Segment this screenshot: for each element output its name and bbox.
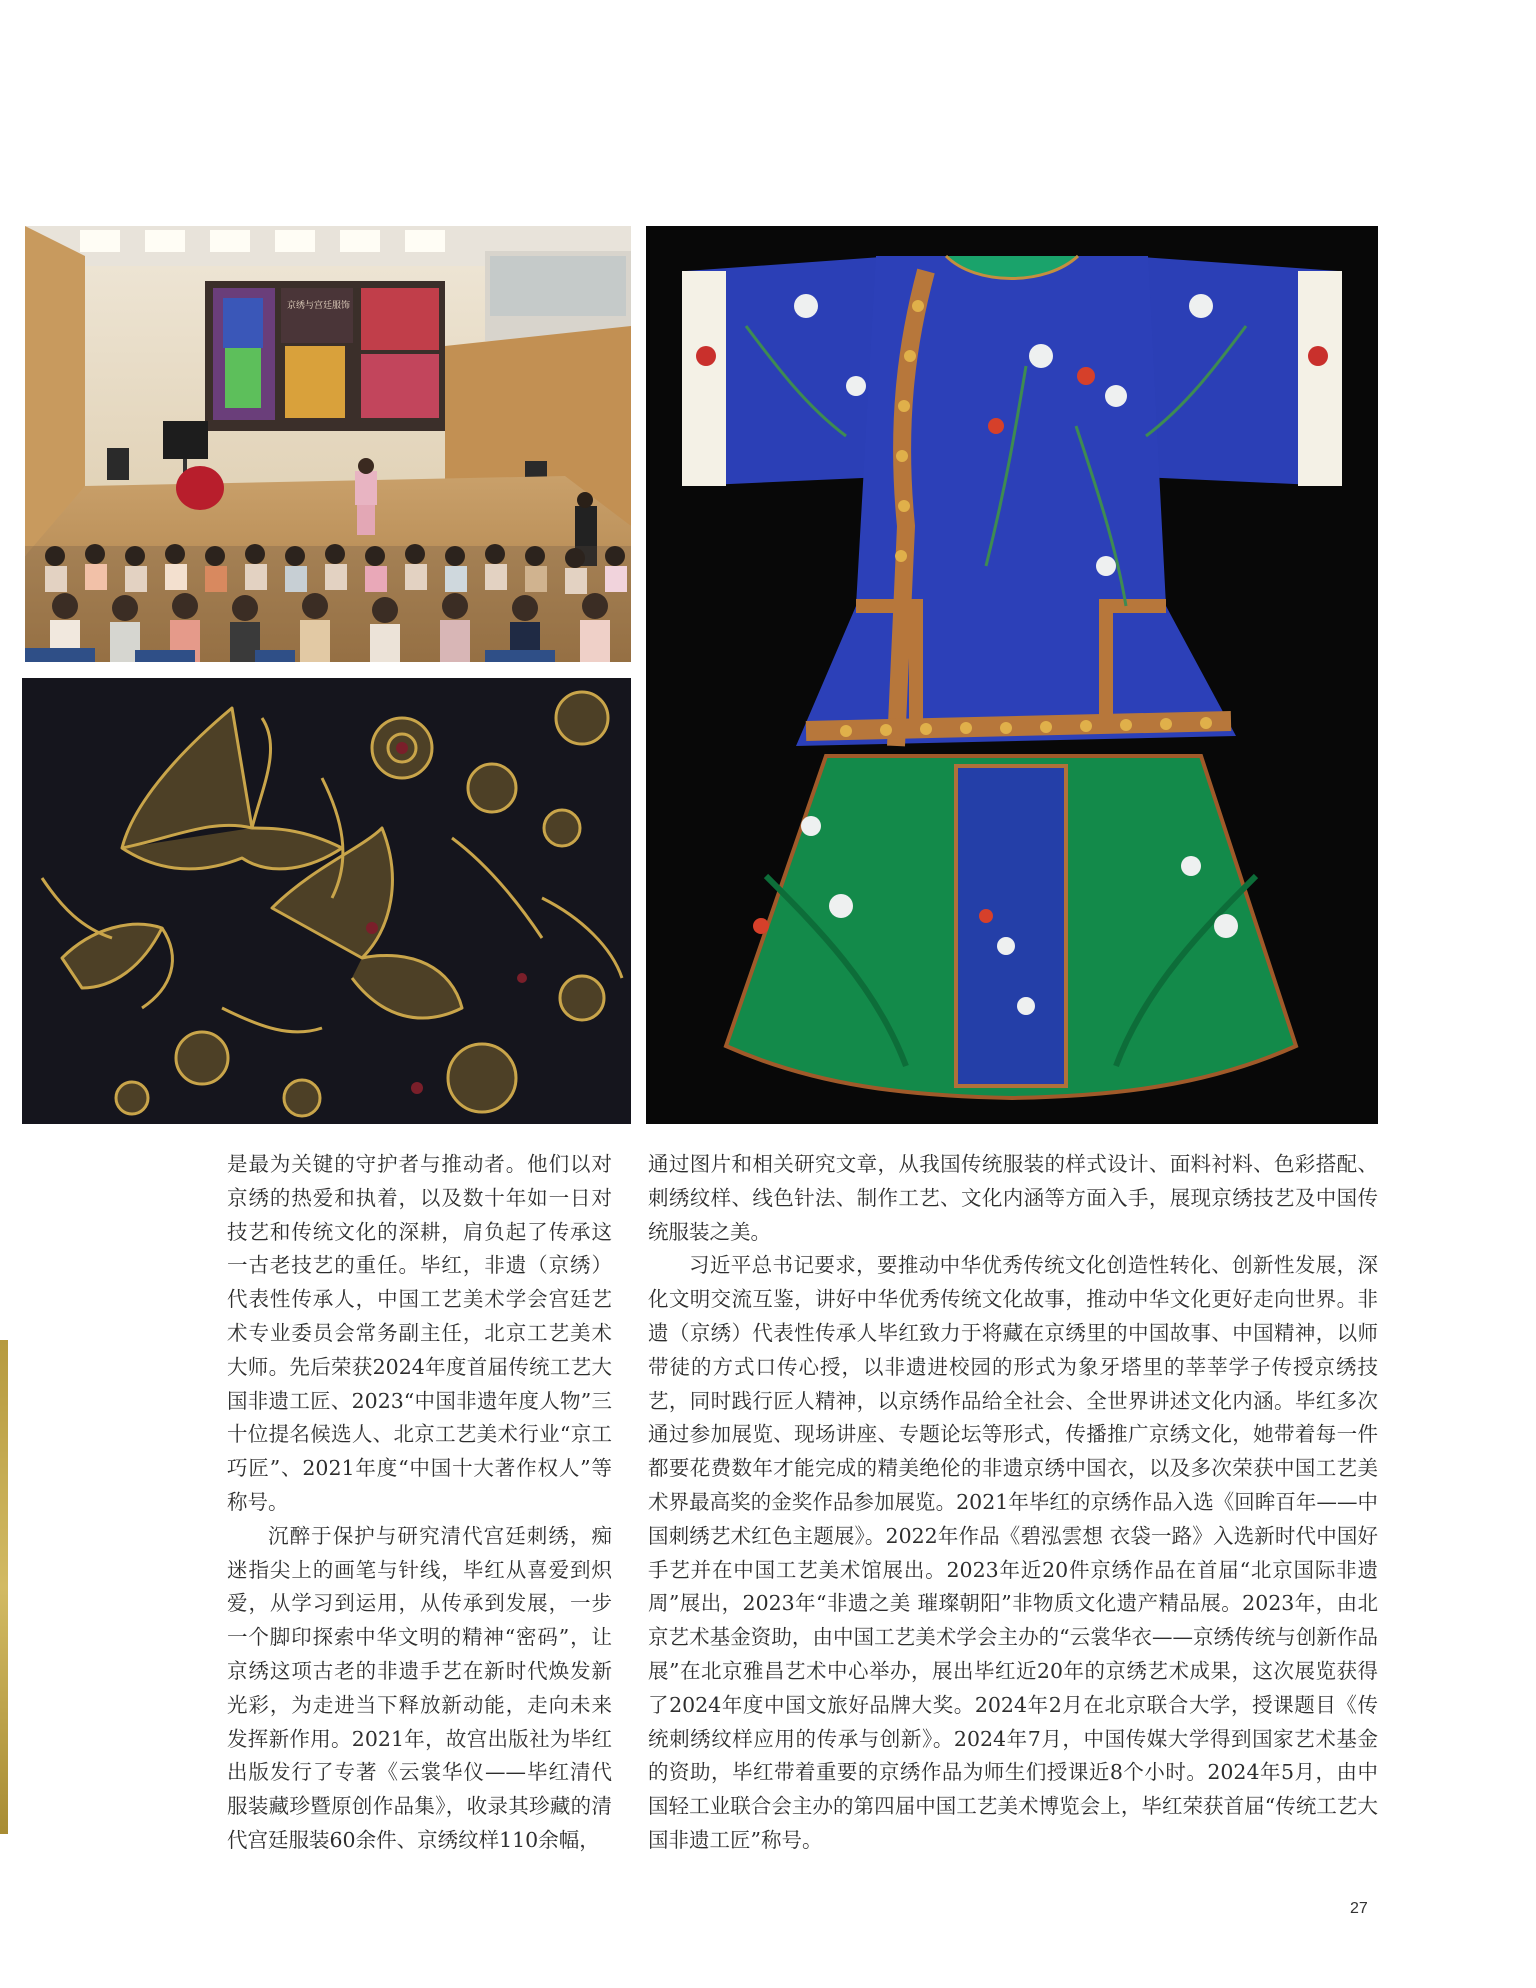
article-paragraph: 沉醉于保护与研究清代宫廷刺绣，痴迷指尖上的画笔与针线，毕红从喜爱到炽爱，从学习到运用，从传承到发展，一步一个脚印探索中华文明的精神“密码”，让京绣这项古老的非遗手艺在新时代焕发新光彩，为走进当下释放新动能，走向未来发挥新作用。2021年，故宫出版社为毕红出版发行了专著《云裳华仪——毕红清代服装藏珍暨原创作品集》，收录其珍藏的清代宫廷服装60余件、京绣纹样110余幅， <box>227 1523 612 1852</box>
slide-title: 京绣与宫廷服饰 <box>287 301 351 311</box>
jingxiu-robe-image <box>646 226 1378 1124</box>
gold-butterfly-embroidery-photo <box>22 678 631 1124</box>
jingxiu-robe-photo <box>646 226 1378 1124</box>
lecture-hall-photo <box>25 226 631 662</box>
article-right-column <box>648 1148 1378 1858</box>
page-number: 27 <box>1350 1900 1368 1917</box>
gold-butterfly-embroidery-image <box>22 678 631 1124</box>
article-paragraph: 习近平总书记要求，要推动中华优秀传统文化创造性转化、创新性发展，深化文明交流互鉴，讲好中华优秀传统文化故事，推动中华文化更好走向世界。非遗（京绣）代表性传承人毕红致力于将藏在京绣里的中国故事、中国精神，以师带徒的方式口传心授，以非遗进校园的形式为象牙塔里的莘莘学子传授京绣技艺，同时践行匠人精神，以京绣作品给全社会、全世界讲述文化内涵。毕红多次通过参加展览、现场讲座、专题论坛等形式，传播推广京绣文化，她带着每一件都要花费数年才能完成的精美绝伦的非遗京绣中国衣，以及多次荣获中国工艺美术界最高奖的金奖作品参加展览。2021年毕红的京绣作品入选《回眸百年——中国刺绣艺术红色主题展》。2022年作品《碧泓雲想 衣袋一路》入选新时代中国好手艺并在中国工艺美术馆展出。2023年近20件京绣作品在首届“北京国际非遗周”展出，2023年“非遗之美 璀璨朝阳”非物质文化遗产精品展。2023年，由北京艺术基金资助，由中国工艺美术学会主办的“云裳华衣——京绣传统与创新作品展”在北京雅昌艺术中心举办，展出毕红近20年的京绣艺术成果，这次展览获得了2024年度中国文旅好品牌大奖。2024年2月在北京联合大学，授课题目《传统刺绣纹样应用的传承与创新》。2024年7月，中国传媒大学得到国家艺术基金的资助，毕红带着重要的京绣作品为师生们授课近8个小时。2024年5月，由中国轻工业联合会主办的第四届中国工艺美术博览会上，毕红荣获首届“传统工艺大国非遗工匠”称号。 <box>648 1253 1378 1852</box>
article-paragraph: 通过图片和相关研究文章，从我国传统服装的样式设计、面料衬料、色彩搭配、刺绣纹样、线色针法、制作工艺、文化内涵等方面入手，展现京绣技艺及中国传统服装之美。 <box>648 1152 1378 1244</box>
decorative-gold-bar <box>0 1340 8 1834</box>
article-left-column <box>227 1148 612 1858</box>
lecture-hall-image <box>25 226 631 662</box>
article-paragraph: 是最为关键的守护者与推动者。他们以对京绣的热爱和执着，以及数十年如一日对技艺和传统文化的深耕，肩负起了传承这一古老技艺的重任。毕红，非遗（京绣）代表性传承人，中国工艺美术学会宫廷艺术专业委员会常务副主任，北京工艺美术大师。先后荣获2024年度首届传统工艺大国非遗工匠、2023“中国非遗年度人物”三十位提名候选人、北京工艺美术行业“京工巧匠”、2021年度“中国十大著作权人”等称号。 <box>227 1152 612 1514</box>
